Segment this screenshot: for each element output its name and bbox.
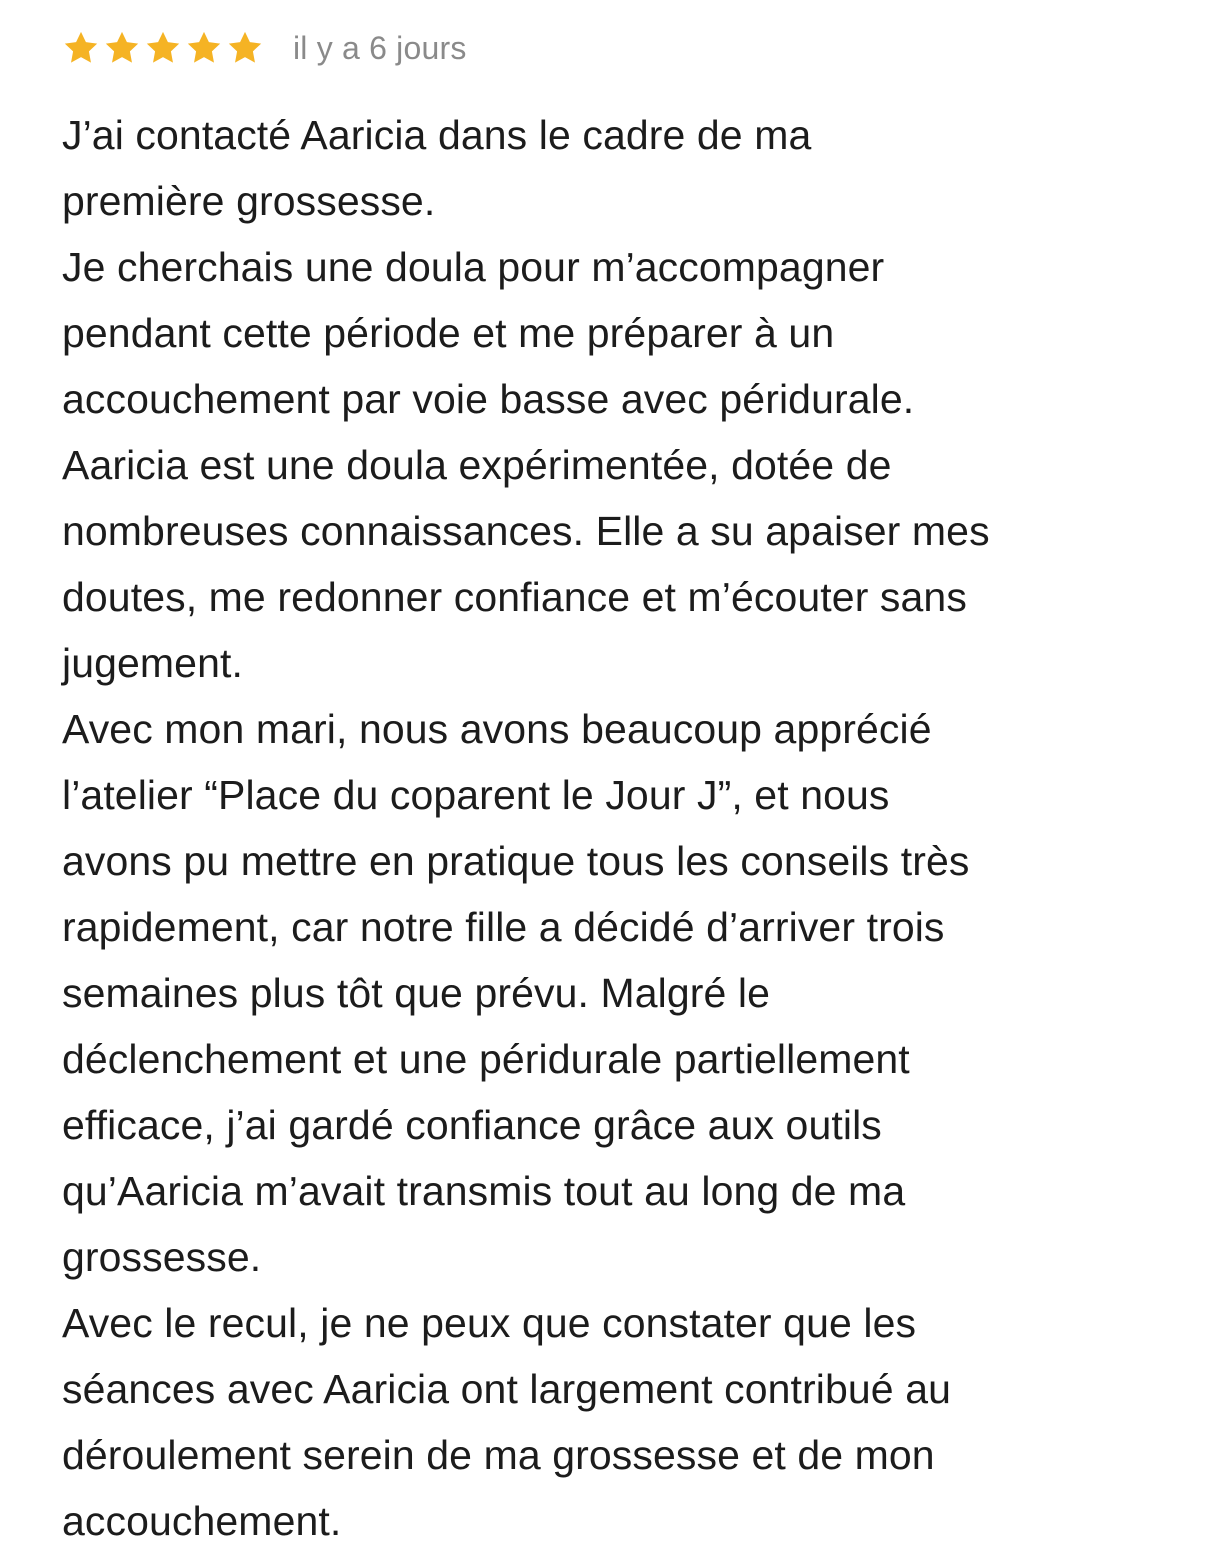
review-text-line: semaines plus tôt que prévu. Malgré le	[62, 970, 771, 1016]
review-text-line: Je cherchais une doula pour m’accompagner	[62, 244, 885, 290]
review-text-line: pendant cette période et me préparer à un	[62, 310, 835, 356]
review-text-line: déclenchement et une péridurale partiellement	[62, 1036, 910, 1082]
star-icon	[62, 29, 100, 67]
star-icon	[185, 29, 223, 67]
star-rating	[62, 29, 267, 67]
review-card	[62, 24, 1182, 1554]
review-header	[62, 24, 1182, 72]
review-text-line: déroulement serein de ma grossesse et de mon	[62, 1432, 935, 1478]
review-text-line: avons pu mettre en pratique tous les conseils très	[62, 838, 970, 884]
review-text-line: qu’Aaricia m’avait transmis tout au long de ma	[62, 1168, 906, 1214]
review-text-line: grossesse.	[62, 1234, 262, 1280]
review-text-line: séances avec Aaricia ont largement contribué au	[62, 1366, 952, 1412]
review-text-line: première grossesse.	[62, 178, 436, 224]
review-text-line: J’ai contacté Aaricia dans le cadre de ma	[62, 112, 812, 158]
star-icon	[103, 29, 141, 67]
review-text-line: efficace, j’ai gardé confiance grâce aux outils	[62, 1102, 882, 1148]
review-text-line: Avec mon mari, nous avons beaucoup apprécié	[62, 706, 932, 752]
review-text-line: jugement.	[62, 640, 243, 686]
review-text-line: accouchement.	[62, 1498, 342, 1544]
star-icon	[226, 29, 264, 67]
star-icon	[144, 29, 182, 67]
review-text-line: nombreuses connaissances. Elle a su apaiser mes	[62, 508, 990, 554]
review-text-line: Aaricia est une doula expérimentée, dotée de	[62, 442, 892, 488]
review-text	[62, 102, 1182, 1554]
review-date: il y a 6 jours	[293, 29, 467, 66]
review-text-line: l’atelier “Place du coparent le Jour J”, et nous	[62, 772, 890, 818]
review-text-line: rapidement, car notre fille a décidé d’arriver trois	[62, 904, 945, 950]
review-text-line: Avec le recul, je ne peux que constater que les	[62, 1300, 917, 1346]
review-text-line: doutes, me redonner confiance et m’écouter sans	[62, 574, 967, 620]
review-text-line: accouchement par voie basse avec péridurale.	[62, 376, 915, 422]
